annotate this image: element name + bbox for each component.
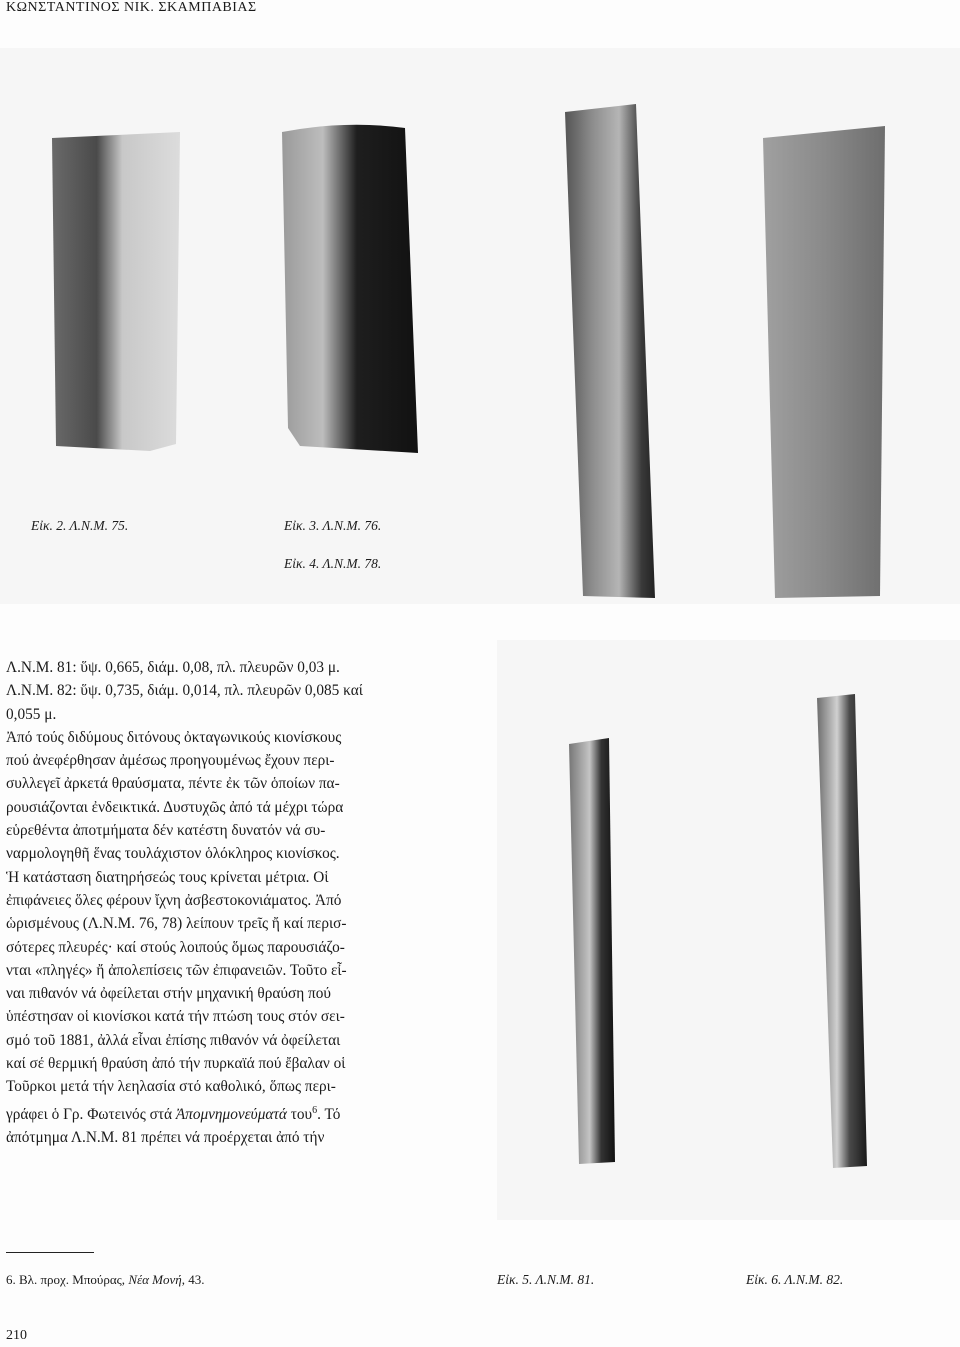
text-line: πού ἀνεφέρθησαν ἀμέσως προηγουμένως ἔχουν περι- — [6, 752, 335, 770]
text-line: Λ.Ν.Μ. 82: ὕψ. 0,735, διάμ. 0,014, πλ. πλευρῶν 0,085 καί — [6, 682, 363, 700]
top-photo-plate — [0, 48, 960, 604]
caption-fig-3: Εἰκ. 3. Λ.Ν.Μ. 76. — [284, 518, 382, 533]
column-fragment-81 — [569, 738, 615, 1164]
text-line: 0,055 μ. — [6, 705, 57, 723]
text-line: ὡρισμένους (Λ.Ν.Μ. 76, 78) λείπουν τρεῖς ἤ καί περισ- — [6, 915, 347, 933]
text-line: σότερες πλευρές· καί στούς λοιπούς ὅμως παρουσιάζο- — [6, 938, 345, 956]
footnote-ref[interactable]: 6 — [312, 1104, 318, 1116]
text-line: εὑρεθέντα ἀποτμήματα δέν κατέστη δυνατόν νά συ- — [6, 822, 326, 840]
text-line: συλλεγεῖ ἀρκετά θραύσματα, πέντε ἐκ τῶν ὁποίων πα- — [6, 775, 340, 793]
text-line: ναρμολογηθῆ ἕνας τουλάχιστον ὁλόκληρος κιονίσκος. — [6, 845, 340, 863]
book-title: Ἀπομνημονεύματά — [175, 1105, 287, 1123]
caption-fig-4: Εἰκ. 4. Λ.Ν.Μ. 78. — [284, 556, 382, 571]
text-line: Ἀπό τούς διδύμους διτόνους ὀκταγωνικούς κιονίσκους — [6, 728, 342, 746]
text-line: Τοῦρκοι μετά τήν λεηλασία στό καθολικό, ὅπως περι- — [6, 1078, 336, 1096]
text-line: ρουσιάζονται ἐνδεικτικά. Δυστυχῶς ἀπό τά μέχρι τώρα — [6, 798, 344, 816]
text-line: σμό τοῦ 1881, ἀλλά εἶναι ἐπίσης πιθανόν νά ὀφείλεται — [6, 1031, 341, 1049]
footnote-number: 6. — [6, 1272, 16, 1287]
body-text — [6, 656, 464, 1149]
column-photos-5-6 — [497, 640, 960, 1220]
bottom-photo-plate — [497, 640, 960, 1220]
text-line: καί σέ θερμική θραύση ἀπό τήν πυρκαϊά πού ἔβαλαν οἱ — [6, 1055, 346, 1073]
column-photos-2-4 — [0, 48, 960, 604]
text-line: νται «πληγές» ἤ ἀπολεπίσεις τῶν ἐπιφανειῶν. Τοῦτο εἶ- — [6, 961, 347, 979]
column-fragment-75 — [52, 132, 180, 451]
caption-fig-6: Εἰκ. 6. Λ.Ν.Μ. 82. — [746, 1272, 844, 1287]
caption-fig-2: Εἰκ. 2. Λ.Ν.Μ. 75. — [31, 518, 129, 533]
text-line: ὑπέστησαν οἱ κιονίσκοι κατά τήν πτώση τους στόν σει- — [6, 1008, 345, 1026]
column-fragment-82 — [817, 694, 867, 1168]
column-fragment-78-b — [763, 126, 885, 598]
text-line: Λ.Ν.Μ. 81: ὕψ. 0,665, διάμ. 0,08, πλ. πλευρῶν 0,03 μ. — [6, 659, 340, 676]
column-fragment-78 — [565, 104, 655, 598]
text-line: γράφει ὁ Γρ. Φωτεινός στά Ἀπομνημονεύματά του$^6$. Τό — [6, 1104, 341, 1123]
page-number: 210 — [6, 1328, 27, 1343]
column-fragment-76 — [282, 125, 418, 453]
caption-fig-5: Εἰκ. 5. Λ.Ν.Μ. 81. — [497, 1272, 595, 1287]
text-line: Ἡ κατάσταση διατηρήσεώς τους κρίνεται μέτρια. Οἱ — [6, 868, 329, 886]
footnote-title: Νέα Μονή — [128, 1272, 182, 1287]
text-line: ναι πιθανόν νά ὀφείλεται στήν μηχανική θραύση πού — [6, 985, 331, 1003]
footnote: 6. Βλ. προχ. Μπούρας, Νέα Μονή, 43. — [6, 1272, 205, 1287]
text-line: ἀπότμημα Λ.Ν.Μ. 81 πρέπει νά προέρχεται ἀπό τήν — [6, 1129, 325, 1147]
running-head: ΚΩΝΣΤΑΝΤΙΝΟΣ ΝΙΚ. ΣΚΑΜΠΑΒΙΑΣ — [6, 0, 257, 15]
footnote-rule — [6, 1252, 94, 1253]
text-line: ἐπιφάνειες ὅλες φέρουν ἴχνη ἀσβεστοκονιάματος. Ἀπό — [6, 891, 342, 909]
